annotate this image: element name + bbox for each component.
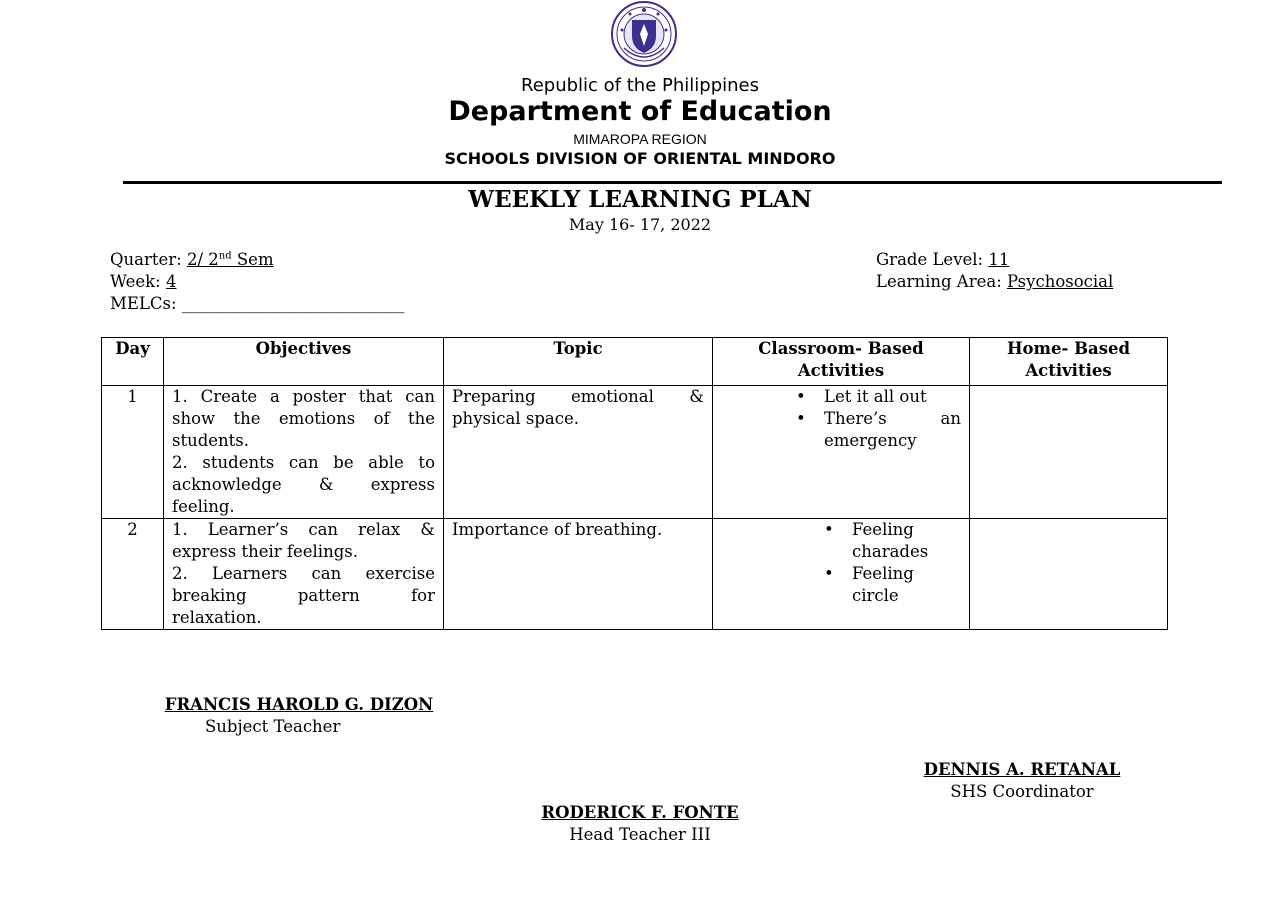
plan-date: May 16- 17, 2022 <box>568 215 712 234</box>
activity-list <box>824 519 961 607</box>
republic-heading: Republic of the Philippines <box>521 75 759 96</box>
quarter-sup: nd <box>218 250 232 262</box>
activity-item <box>824 563 961 607</box>
quarter-label: Quarter: <box>110 250 187 269</box>
plan-title: WEEKLY LEARNING PLAN <box>468 186 812 213</box>
header-classroom-line2: Activities <box>797 361 885 380</box>
cell-day: 1 <box>102 386 164 519</box>
header-topic: Topic <box>444 338 713 386</box>
header-home-line1: Home- Based <box>1006 339 1131 358</box>
week-line <box>110 271 405 293</box>
department-heading: Department of Education <box>448 96 832 127</box>
area-line <box>876 271 1113 293</box>
cell-topic: Importance of breathing. <box>444 519 713 630</box>
bullet-icon: • <box>796 409 806 428</box>
cell-objectives <box>164 386 444 519</box>
week-value: 4 <box>165 272 177 291</box>
teacher-role: Subject Teacher <box>205 717 341 736</box>
cell-classroom-activities <box>713 519 970 630</box>
cell-home-activities <box>970 386 1168 519</box>
cell-home-activities <box>970 519 1168 630</box>
head-teacher-role: Head Teacher III <box>569 825 711 844</box>
table-header-row <box>102 338 1168 386</box>
weekly-plan-table <box>101 337 1168 630</box>
objective-item: 1. Create a poster that can show the emotions of the students. <box>172 387 435 450</box>
signatory-coordinator <box>913 759 1131 803</box>
activity-text: Let it all out <box>824 387 927 406</box>
coordinator-role: SHS Coordinator <box>950 782 1094 801</box>
header-home <box>970 338 1168 386</box>
objective-item: 1. Learner’s can relax & express their feelings. <box>172 520 435 561</box>
bullet-icon: • <box>824 520 834 539</box>
melcs-label: MELCs: <box>110 294 182 313</box>
activity-item <box>796 408 961 452</box>
week-label: Week: <box>110 272 166 291</box>
melcs-line <box>110 293 405 315</box>
grade-value: 11 <box>988 250 1010 269</box>
table-row <box>102 386 1168 519</box>
quarter-number: 2/ 2 <box>186 250 219 269</box>
division-heading: SCHOOLS DIVISION OF ORIENTAL MINDORO <box>444 149 836 168</box>
objective-item: 2. students can be able to acknowledge & express feeling. <box>172 453 435 516</box>
cell-day: 2 <box>102 519 164 630</box>
area-value: Psychosocial <box>1007 272 1114 291</box>
region-heading: MIMAROPA REGION <box>573 131 707 147</box>
header-objectives: Objectives <box>164 338 444 386</box>
activity-item <box>824 519 961 563</box>
cell-classroom-activities <box>713 386 970 519</box>
quarter-value <box>187 250 274 269</box>
table-row <box>102 519 1168 630</box>
cell-topic: Preparing emotional & physical space. <box>444 386 713 519</box>
activity-item <box>796 386 961 408</box>
signatory-teacher <box>160 694 438 738</box>
area-label: Learning Area: <box>876 272 1007 291</box>
activity-text: There’s an emergency <box>824 409 961 450</box>
grade-line <box>876 249 1113 271</box>
header-day: Day <box>102 338 164 386</box>
header-home-line2: Activities <box>1025 361 1112 380</box>
deped-seal-icon <box>610 0 678 68</box>
plan-meta-right <box>876 249 1113 293</box>
header-classroom <box>713 338 970 386</box>
head-teacher-name: RODERICK F. FONTE <box>541 803 739 822</box>
coordinator-name: DENNIS A. RETANAL <box>923 760 1121 779</box>
melcs-value: ___________________________ <box>181 294 405 313</box>
grade-label: Grade Level: <box>876 250 989 269</box>
header-divider <box>123 181 1222 184</box>
bullet-icon: • <box>796 387 806 406</box>
bullet-icon: • <box>824 564 834 583</box>
teacher-name: FRANCIS HAROLD G. DIZON <box>164 695 434 714</box>
activity-text: Feeling circle <box>852 564 914 605</box>
header-classroom-line1: Classroom- Based <box>758 339 924 358</box>
signatory-head-teacher <box>530 802 750 846</box>
plan-meta-left <box>110 249 405 315</box>
activity-list <box>796 386 961 452</box>
quarter-line <box>110 249 405 271</box>
activity-text: Feeling charades <box>852 520 929 561</box>
objective-item: 2. Learners can exercise breaking pattern for relaxation. <box>172 564 435 627</box>
quarter-suffix: Sem <box>231 250 274 269</box>
cell-objectives <box>164 519 444 630</box>
